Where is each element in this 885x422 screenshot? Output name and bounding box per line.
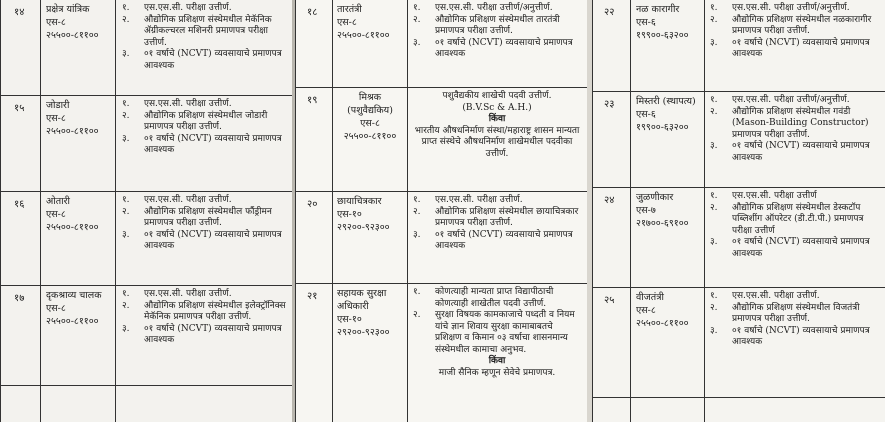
pay-scale: एस-८ bbox=[337, 17, 357, 28]
requirement-item: २. औद्योगिक प्रशिक्षण संस्थेमधील नळकारागीर प्रमाणपत्र परीक्षा उत्तीर्ण. bbox=[710, 14, 872, 36]
requirement-item: १. एस.एस.सी. परीक्षा उत्तीर्ण/अनुत्तीर्ण. bbox=[710, 95, 850, 105]
requirement-item: ३. ०१ वर्षाचे (NCVT) व्यवसायाचे प्रमाणपत्र आवश्यक bbox=[122, 323, 282, 345]
post-cell bbox=[636, 291, 689, 330]
post-title: जुळणीकार bbox=[636, 192, 674, 203]
post-title: नळ कारागीर bbox=[636, 4, 680, 15]
serial-number: २४ bbox=[604, 195, 615, 206]
pay-scale: एस-६ bbox=[636, 17, 656, 28]
requirement-item: १. एस.एस.सी. परीक्षा उत्तीर्ण. bbox=[122, 99, 232, 109]
requirements-cell bbox=[122, 289, 286, 347]
requirement-item: १. एस.एस.सी. परीक्षा उत्तीर्ण. bbox=[122, 3, 232, 13]
table-row bbox=[0, 96, 292, 192]
pay-scale: एस-८ bbox=[360, 118, 380, 129]
post-cell bbox=[636, 95, 696, 134]
table-row bbox=[295, 88, 587, 192]
requirements-cell bbox=[710, 95, 880, 164]
pay-scale: एस-८ bbox=[46, 209, 66, 220]
requirement-item: १. कोणत्याही मान्यता प्राप्त विद्यापीठाची कोणत्याही शाखेतील पदवी उत्तीर्ण. bbox=[413, 287, 554, 309]
post-title: मिश्रक bbox=[358, 92, 382, 103]
requirement-item: २. औद्योगिक प्रशिक्षण संस्थेमधील तारतंत्री प्रमाणपत्र परीक्षा उत्तीर्ण. bbox=[413, 14, 560, 36]
requirements-cell bbox=[122, 99, 286, 157]
pay-range: २९२००-९२३०० bbox=[337, 222, 390, 233]
requirements-cell bbox=[122, 195, 286, 253]
serial-number: २३ bbox=[604, 99, 615, 110]
post-title: वीजतंत्री bbox=[636, 292, 664, 303]
post-cell bbox=[333, 91, 407, 143]
requirement-text: भारतीय औषधनिर्माण संस्था/महाराष्ट्र शासन मान्यता प्राप्त संस्थेचे औषधनिर्माण शाखेमधील पदवीका उत्तीर्ण. bbox=[414, 125, 580, 159]
post-cell bbox=[46, 195, 99, 234]
serial-number: २५ bbox=[604, 295, 615, 306]
serial-number: १७ bbox=[14, 293, 25, 304]
or-separator: किंवा bbox=[488, 356, 506, 366]
table-row bbox=[592, 188, 885, 288]
post-cell bbox=[636, 3, 689, 42]
pay-scale: एस-६ bbox=[636, 109, 656, 120]
requirement-item: २. औद्योगिक प्रशिक्षण संस्थेमधील जोडारी प्रमाणपत्र परीक्षा उत्तीर्ण. bbox=[122, 110, 268, 132]
pay-range: २५५००-८११०० bbox=[636, 318, 689, 329]
requirement-item: १. एस.एस.सी. परीक्षा उत्तीर्ण bbox=[710, 191, 817, 201]
table-row bbox=[295, 284, 587, 422]
post-cell bbox=[46, 289, 102, 328]
requirement-item: ३. ०१ वर्षाचे (NCVT) व्यवसायाचे प्रमाणपत्र आवश्यक bbox=[710, 237, 870, 259]
requirements-cell bbox=[413, 91, 581, 160]
requirement-item: १. एस.एस.सी. परीक्षा उत्तीर्ण/अनुत्तीर्ण. bbox=[710, 3, 850, 13]
pay-scale: एस-८ bbox=[636, 305, 656, 316]
post-subtitle: अधिकारी bbox=[337, 301, 369, 312]
post-cell bbox=[46, 99, 99, 138]
table-row bbox=[0, 192, 292, 286]
requirement-item: ३. ०१ वर्षाचे (NCVT) व्यवसायाचे प्रमाणपत्र आवश्यक bbox=[413, 37, 573, 59]
requirement-item: २. औद्योगिक प्रशिक्षण संस्थेमधील विजतंत्री प्रमाणपत्र परीक्षा उत्तीर्ण. bbox=[710, 302, 860, 324]
serial-number: २१ bbox=[307, 291, 318, 302]
requirement-text: पशुवैद्यकीय शाखेची पदवी उत्तीर्ण. bbox=[442, 91, 552, 101]
serial-number: २२ bbox=[604, 7, 615, 18]
pay-scale: एस-८ bbox=[46, 17, 66, 28]
requirement-item: २. औद्योगिक प्रशिक्षण संस्थेमधील इलेक्ट्रॉनिक्स मेकॅनिक प्रमाणपत्र परीक्षा उत्तीर्ण. bbox=[122, 300, 286, 322]
pay-range: २५५००-८११०० bbox=[46, 126, 99, 137]
post-cell bbox=[337, 3, 390, 42]
table-row bbox=[592, 92, 885, 188]
pay-scale: एस-१० bbox=[337, 314, 362, 325]
serial-number: १४ bbox=[14, 7, 25, 18]
post-title: प्रक्षेत्र यांत्रिक bbox=[46, 4, 90, 15]
requirements-cell bbox=[710, 291, 880, 349]
requirement-item: ३. ०१ वर्षाचे (NCVT) व्यवसायाचे प्रमाणपत्र आवश्यक bbox=[122, 49, 282, 71]
requirements-cell bbox=[413, 3, 581, 61]
requirement-text: (B.V.Sc & A.H.) bbox=[462, 102, 532, 113]
pay-scale: एस-८ bbox=[46, 113, 66, 124]
requirement-item: २. औद्योगिक प्रशिक्षण संस्थेमधील मेकॅनिक ॲग्रीकल्चरल मशिनरी प्रमाणपत्र परीक्षा उत्तीर्ण. bbox=[122, 14, 272, 48]
pay-range: २५५००-८११०० bbox=[46, 30, 99, 41]
post-cell bbox=[46, 3, 99, 42]
requirement-item: २. औद्योगिक प्रशिक्षण संस्थेमधील फौंड्रीमन प्रमाणपत्र परीक्षा उत्तीर्ण. bbox=[122, 206, 272, 228]
pay-range: १९९००-६३२०० bbox=[636, 30, 689, 41]
table-row bbox=[0, 0, 292, 96]
requirements-cell bbox=[710, 191, 880, 260]
post-title: मिस्तरी (स्थापत्य) bbox=[636, 96, 696, 107]
table-row bbox=[0, 286, 292, 386]
serial-number: १५ bbox=[14, 103, 25, 114]
or-separator: किंवा bbox=[488, 114, 506, 124]
requirements-cell bbox=[122, 3, 286, 72]
column-middle bbox=[295, 0, 587, 422]
table-row bbox=[592, 0, 885, 92]
requirement-item: ३. ०१ वर्षाचे (NCVT) व्यवसायाचे प्रमाणपत्र आवश्यक bbox=[122, 229, 282, 251]
serial-number: १६ bbox=[14, 199, 25, 210]
requirements-cell bbox=[710, 3, 880, 61]
post-title: सहायक सुरक्षा bbox=[337, 288, 387, 299]
post-title: दृकश्राव्य चालक bbox=[46, 290, 102, 301]
requirement-item: १. एस.एस.सी. परीक्षा उत्तीर्ण/अनुत्तीर्ण. bbox=[413, 3, 553, 13]
requirement-item: १. एस.एस.सी. परीक्षा उत्तीर्ण. bbox=[413, 195, 523, 205]
pay-range: १९९००-६३२०० bbox=[636, 122, 689, 133]
pay-range: २१७००-६९१०० bbox=[636, 218, 689, 229]
pay-scale: एस-८ bbox=[46, 303, 66, 314]
post-title: तारतंत्री bbox=[337, 4, 362, 15]
requirements-cell bbox=[413, 195, 581, 253]
requirement-item: ३. ०१ वर्षाचे (NCVT) व्यवसायाचे प्रमाणपत्र आवश्यक bbox=[413, 229, 573, 251]
requirement-text: माजी सैनिक म्हणून सेवेचे प्रमाणपत्र. bbox=[438, 367, 556, 378]
table-row bbox=[295, 0, 587, 88]
pay-range: २९२००-९२३०० bbox=[337, 327, 390, 338]
post-title: जोडारी bbox=[46, 100, 70, 111]
pay-range: २५५००-८११०० bbox=[337, 30, 390, 41]
post-cell bbox=[337, 195, 390, 234]
requirement-item: १. एस.एस.सी. परीक्षा उत्तीर्ण. bbox=[122, 289, 232, 299]
post-title: ओतारी bbox=[46, 196, 70, 207]
pay-range: २५५००-८११०० bbox=[46, 222, 99, 233]
post-cell bbox=[636, 191, 689, 230]
pay-range: २५५००-८११०० bbox=[343, 131, 397, 142]
column-right bbox=[592, 0, 885, 422]
requirement-item: ३. ०१ वर्षाचे (NCVT) व्यवसायाचे प्रमाणपत्र आवश्यक bbox=[122, 133, 282, 155]
requirement-item: २. औद्योगिक प्रशिक्षण संस्थेमधील गवंडी (Mason-Building Constructor) प्रमाणपत्र परीक्षा उत्तीर्ण. bbox=[710, 106, 869, 140]
pay-scale: एस-७ bbox=[636, 205, 656, 216]
table-row bbox=[592, 288, 885, 398]
serial-number: १९ bbox=[307, 95, 318, 106]
pay-scale: एस-१० bbox=[337, 209, 362, 220]
post-title: छायाचित्रकार bbox=[337, 196, 382, 207]
requirement-item: ३. ०१ वर्षाचे (NCVT) व्यवसायाचे प्रमाणपत्र आवश्यक bbox=[710, 141, 870, 163]
post-subtitle: (पशुवैद्यकिय) bbox=[347, 105, 393, 116]
post-cell bbox=[337, 287, 390, 339]
requirement-item: १. एस.एस.सी. परीक्षा उत्तीर्ण. bbox=[710, 291, 820, 301]
requirement-item: २. औद्योगिक प्रशिक्षण संस्थेमधील डेस्कटॉप पब्लिशींग ऑपरेटर (डी.टी.पी.) प्रमाणपत्र परीक्षा उत्तीर्ण bbox=[710, 202, 864, 236]
requirement-item: ३. ०१ वर्षाचे (NCVT) व्यवसायाचे प्रमाणपत्र आवश्यक bbox=[710, 325, 870, 347]
serial-number: १८ bbox=[307, 7, 318, 18]
column-left bbox=[0, 0, 292, 422]
serial-number: २० bbox=[307, 199, 318, 210]
requirement-item: २. औद्योगिक प्रशिक्षण संस्थेमधील छायाचित्रकार प्रमाणपत्र परीक्षा उत्तीर्ण. bbox=[413, 206, 579, 228]
requirements-cell bbox=[413, 287, 581, 379]
table-row bbox=[295, 192, 587, 284]
requirement-item: ३. ०१ वर्षाचे (NCVT) व्यवसायाचे प्रमाणपत्र आवश्यक bbox=[710, 37, 870, 59]
requirement-item: २. सुरक्षा विषयक कामकाजाचे पध्दती व नियम यांचे ज्ञान शिवाय सुरक्षा कामाबाबतचे प्रशिक्षण व किमान ०३ वर्षाचा शासनमान्य संस्थेमधील कामाचा अनुभव. bbox=[413, 310, 575, 355]
pay-range: २५५००-८११०० bbox=[46, 316, 99, 327]
requirement-item: १. एस.एस.सी. परीक्षा उत्तीर्ण. bbox=[122, 195, 232, 205]
